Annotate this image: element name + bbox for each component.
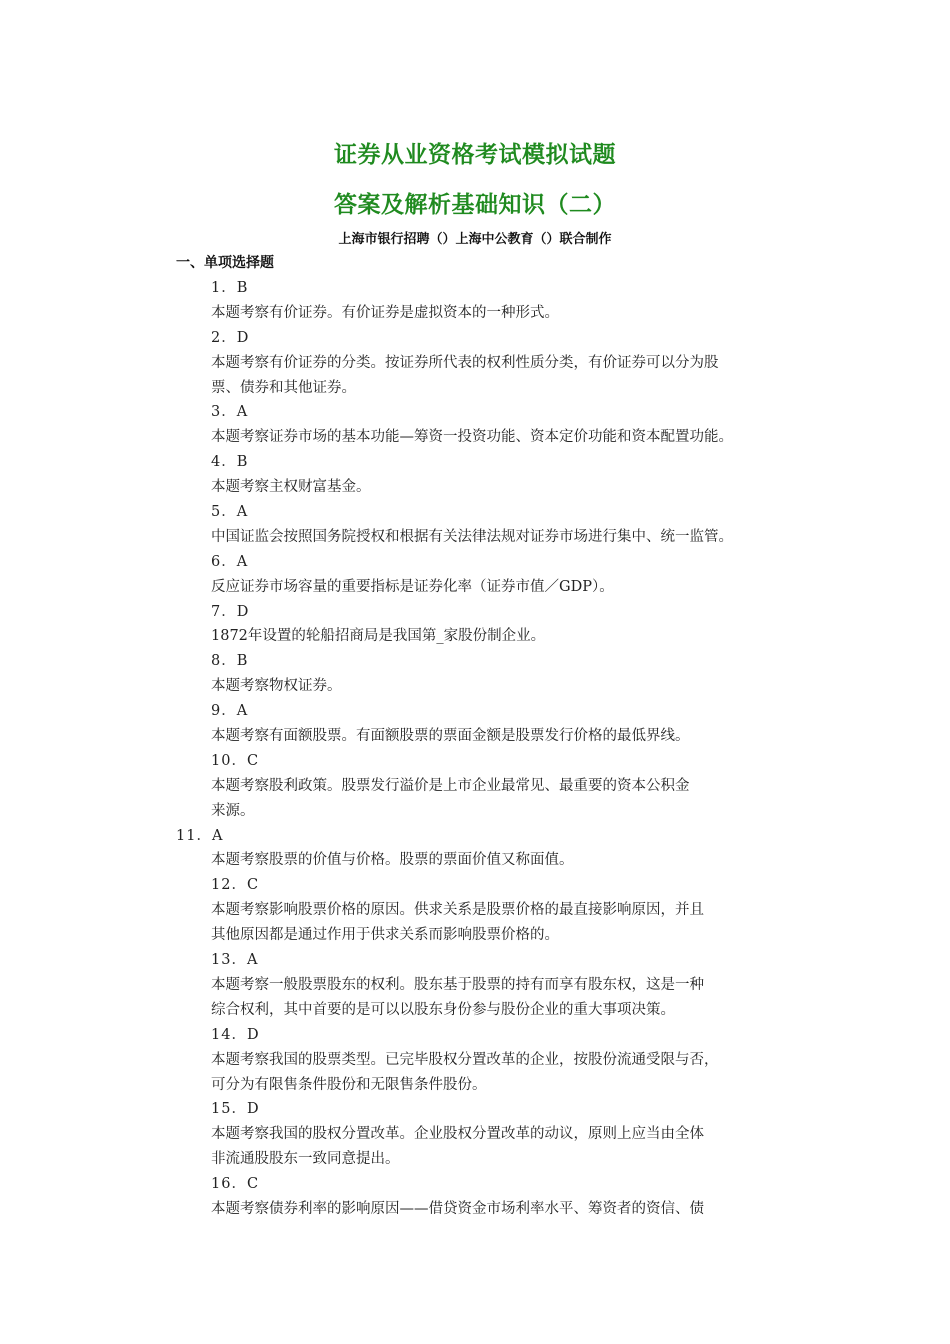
answer-explanation: 本题考察有价证券的分类。按证券所代表的权利性质分类，有价证券可以分为股: [211, 354, 719, 371]
answer-list: [0, 276, 950, 1222]
answer-key: 12．C: [211, 877, 260, 894]
answer-explanation: 本题考察影响股票价格的原因。供求关系是股票价格的最直接影响原因，并且: [211, 902, 704, 919]
answer-explanation: 本题考察我国的股权分置改革。企业股权分置改革的动议，原则上应当由全体: [211, 1126, 704, 1143]
answer-key: 3．A: [211, 404, 249, 421]
answer-explanation: 反应证券市场容量的重要指标是证券化率（证券市值／GDP）。: [211, 578, 614, 595]
answer-item: [0, 1172, 950, 1222]
answer-item: [0, 1023, 950, 1098]
answer-key: 1．B: [211, 280, 249, 296]
answer-item: [0, 948, 950, 1023]
answer-item: [0, 649, 950, 699]
answer-key: 13．A: [211, 952, 259, 969]
answer-key: 16．C: [211, 1176, 260, 1193]
answer-explanation: 本题考察有价证券。有价证券是虚拟资本的一种形式。: [211, 304, 559, 321]
answer-key: 5．A: [211, 504, 249, 521]
answer-item: [0, 824, 950, 874]
answer-item: [0, 699, 950, 749]
answer-item: [0, 400, 950, 450]
answer-item: [0, 550, 950, 600]
answer-item: [0, 450, 950, 500]
answer-key: 14．D: [211, 1026, 260, 1043]
answer-explanation: 本题考察物权证券。: [211, 678, 342, 695]
answer-explanation: 本题考察股利政策。股票发行溢价是上市企业最常见、最重要的资本公积金: [211, 777, 690, 794]
answer-explanation: 非流通股股东一致同意提出。: [211, 1151, 400, 1168]
answer-explanation: 其他原因都是通过作用于供求关系而影响股票价格的。: [211, 927, 559, 944]
answer-explanation: 本题考察一般股票股东的权利。股东基于股票的持有而享有股东权，这是一种: [211, 976, 704, 993]
answer-key: 11．A: [176, 827, 224, 844]
answer-key: 4．B: [211, 454, 249, 471]
answer-key: 15．D: [211, 1101, 260, 1118]
answer-explanation: 可分为有限售条件股份和无限售条件股份。: [211, 1076, 487, 1093]
answer-item: [0, 749, 950, 824]
producer-credit: 上海市银行招聘（）上海中公教育（）联合制作: [338, 232, 612, 247]
answer-item: [0, 326, 950, 401]
answer-explanation: 本题考察我国的股票类型。已完毕股权分置改革的企业，按股份流通受限与否，: [211, 1051, 719, 1068]
document-subtitle-heading: 答案及解析基础知识（二）: [334, 192, 616, 218]
answer-explanation: 综合权利，其中首要的是可以以股东身份参与股份企业的重大事项决策。: [211, 1001, 675, 1018]
answer-explanation: 中国证监会按照国务院授权和根据有关法律法规对证券市场进行集中、统一监管。: [211, 528, 733, 545]
answer-explanation: 1872年设置的轮船招商局是我国第_家股份制企业。: [211, 628, 546, 645]
answer-key: 10．C: [211, 752, 260, 769]
answer-explanation: 本题考察股票的价值与价格。股票的票面价值又称面值。: [211, 852, 574, 869]
answer-item: [0, 600, 950, 650]
answer-item: [0, 873, 950, 948]
answer-item: [0, 500, 950, 550]
answer-explanation: 本题考察证券市场的基本功能—筹资一投资功能、资本定价功能和资本配置功能。: [211, 429, 733, 446]
answer-item: [0, 276, 950, 326]
answer-explanation: 本题考察主权财富基金。: [211, 479, 371, 496]
answer-explanation: 来源。: [211, 802, 255, 819]
answer-key: 8．B: [211, 653, 249, 670]
answer-explanation: 本题考察有面额股票。有面额股票的票面金额是股票发行价格的最低界线。: [211, 728, 690, 745]
answer-key: 6．A: [211, 553, 249, 570]
answer-key: 7．D: [211, 603, 250, 620]
section-heading: 一、单项选择题: [176, 255, 274, 271]
document-title: 证券从业资格考试模拟试题: [334, 142, 616, 168]
answer-explanation: 票、债券和其他证券。: [211, 379, 356, 396]
answer-item: [0, 1097, 950, 1172]
answer-explanation: 本题考察债券利率的影响原因——借贷资金市场利率水平、筹资者的资信、债: [211, 1200, 704, 1217]
answer-key: 2．D: [211, 329, 250, 346]
answer-key: 9．A: [211, 703, 249, 720]
